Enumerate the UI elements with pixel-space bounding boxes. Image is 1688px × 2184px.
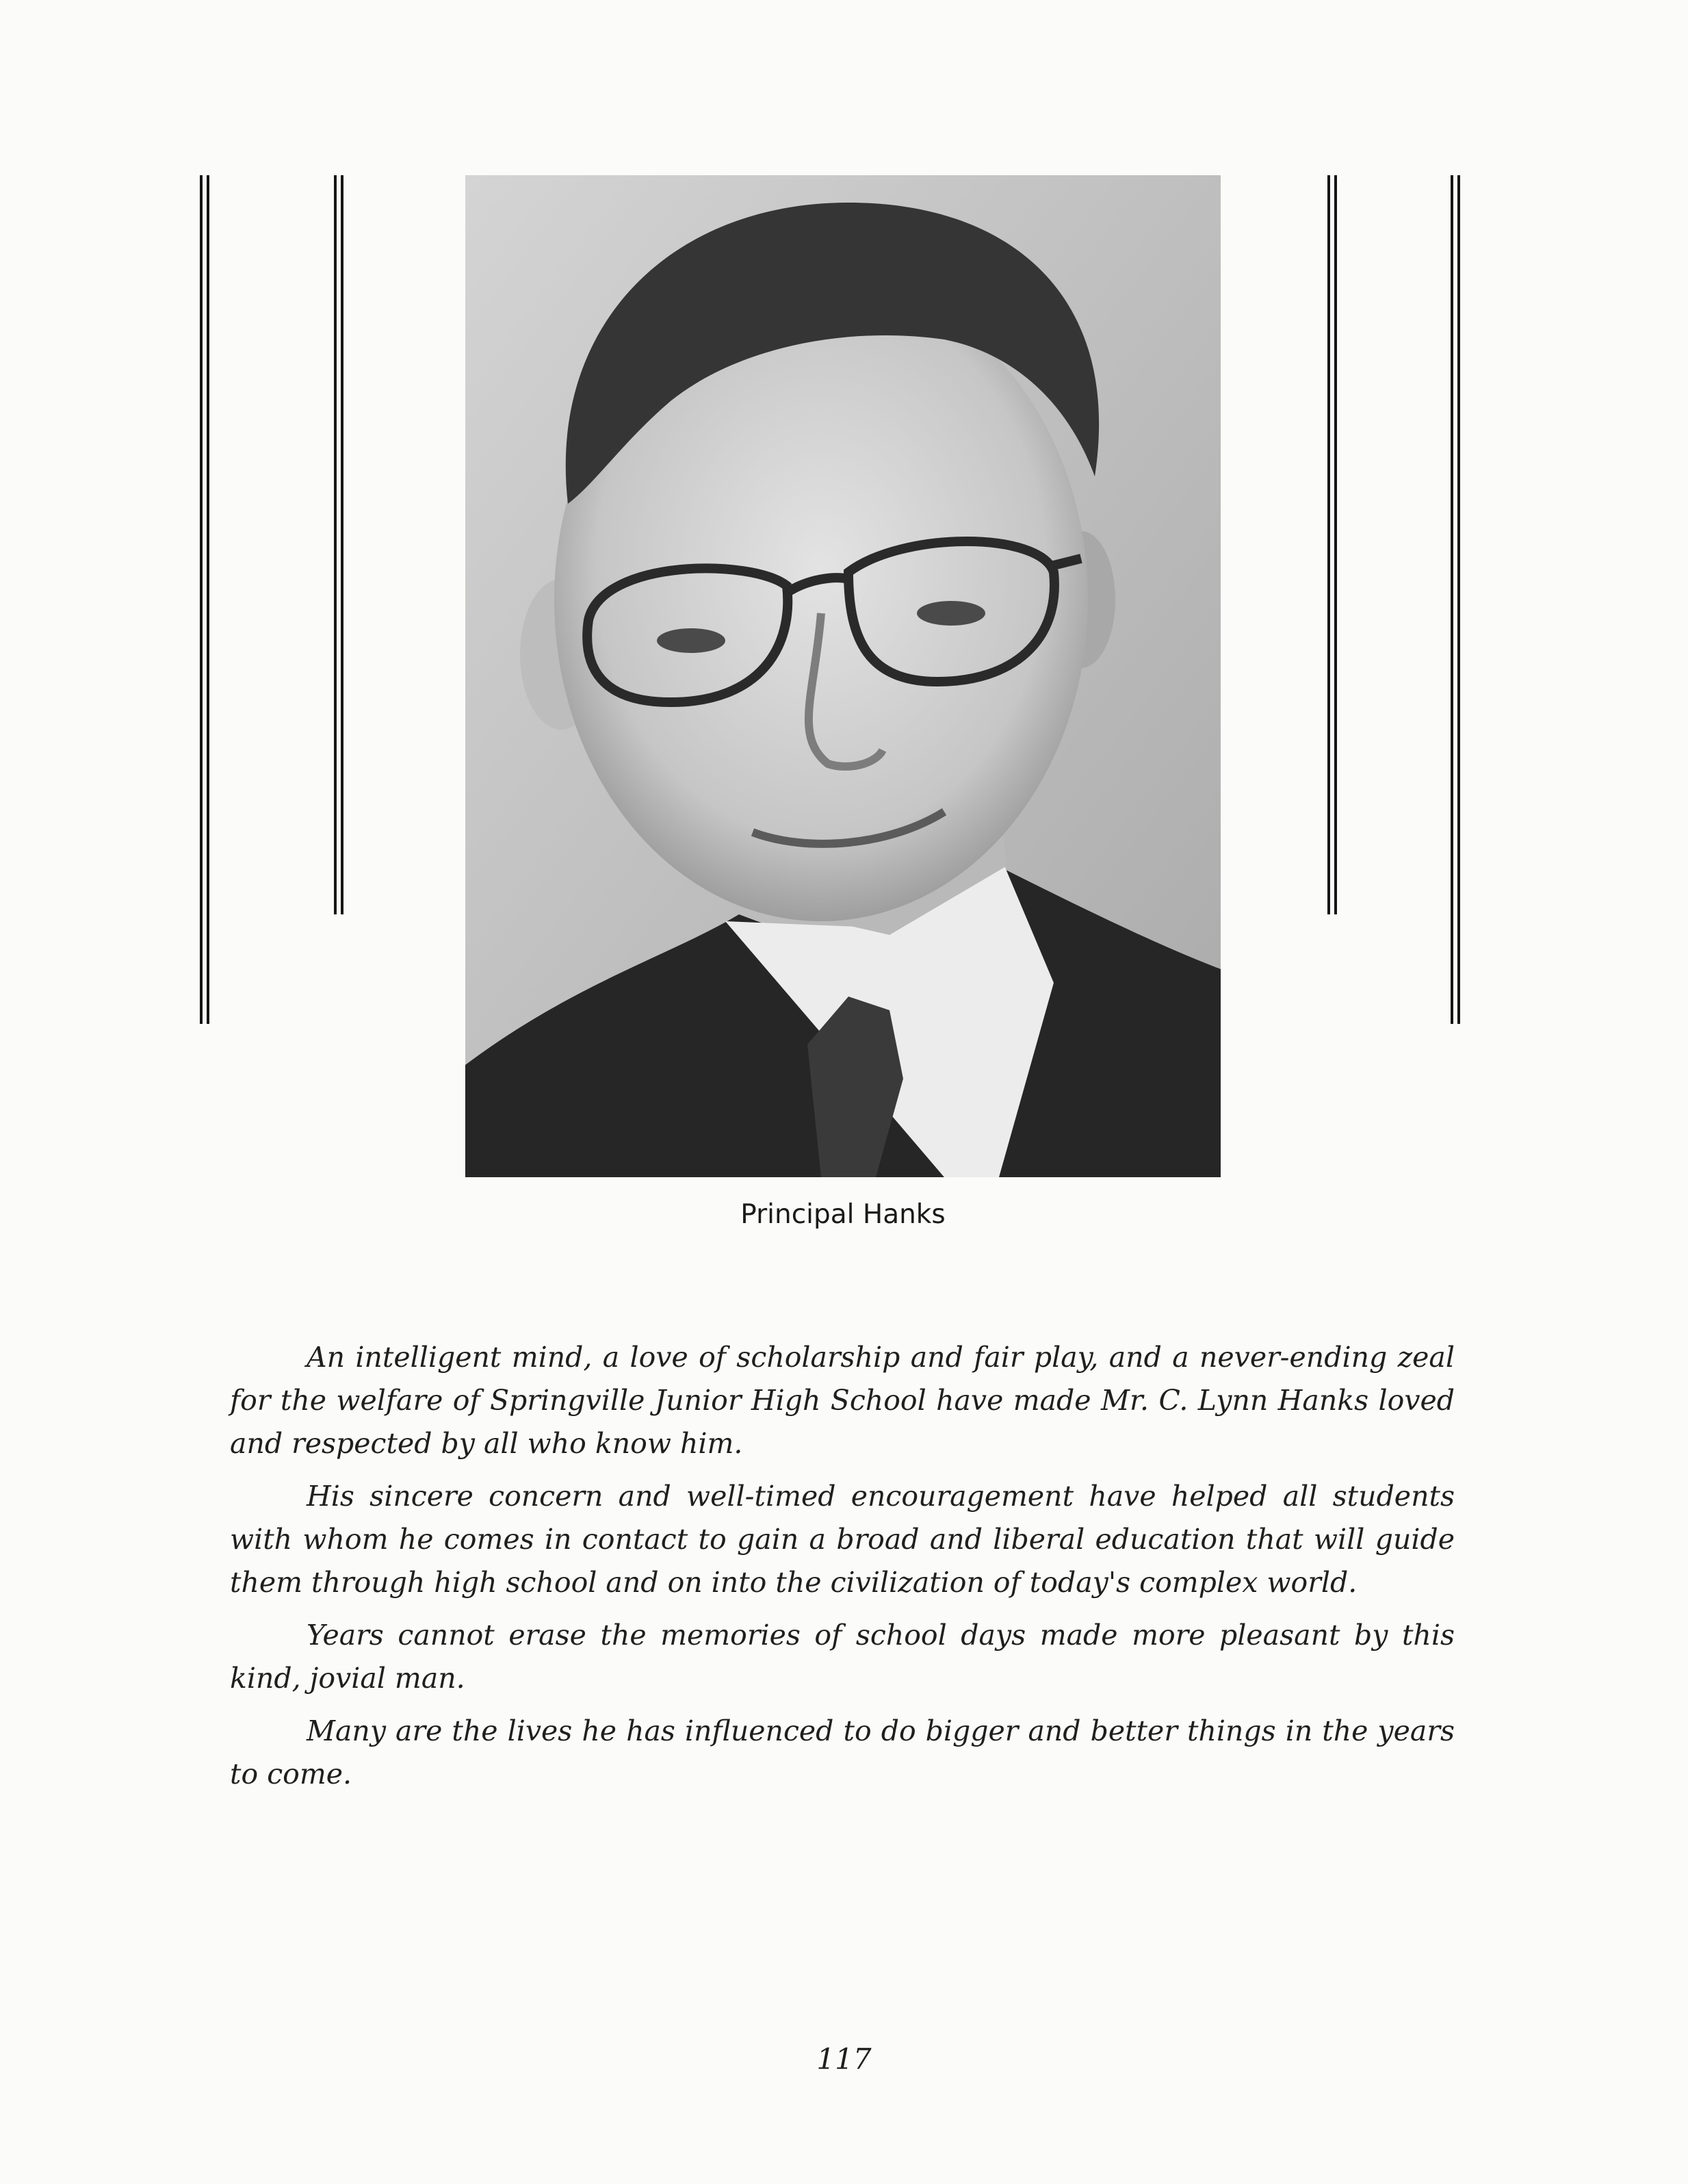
photo-caption: Principal Hanks [740, 1199, 946, 1230]
decorative-double-rule-right-inner [1327, 175, 1337, 914]
portrait-illustration [465, 175, 1221, 1177]
paragraph: His sincere concern and well-timed encouragement have helped all students with whom he comes in contact to gain a broad and liberal education that will guide them through high school and on into the civilization of today's complex world. [230, 1480, 1455, 1599]
paragraph: Many are the lives he has influenced to do bigger and better things in the years to come. [230, 1714, 1455, 1790]
decorative-double-rule-left-outer [200, 175, 209, 1024]
decorative-double-rule-left-inner [334, 175, 343, 914]
principal-portrait-photo [465, 175, 1221, 1177]
paragraph: An intelligent mind, a love of scholarship and fair play, and a never-ending zeal for the welfare of Springville Junior High School have made Mr. C. Lynn Hanks loved and respected by all who know him. [230, 1341, 1455, 1460]
decorative-double-rule-right-outer [1451, 175, 1460, 1024]
paragraph: Years cannot erase the memories of school days made more pleasant by this kind, jovial man. [230, 1619, 1455, 1695]
tribute-text [230, 1336, 1455, 1806]
page-number: 117 [816, 2042, 872, 2076]
